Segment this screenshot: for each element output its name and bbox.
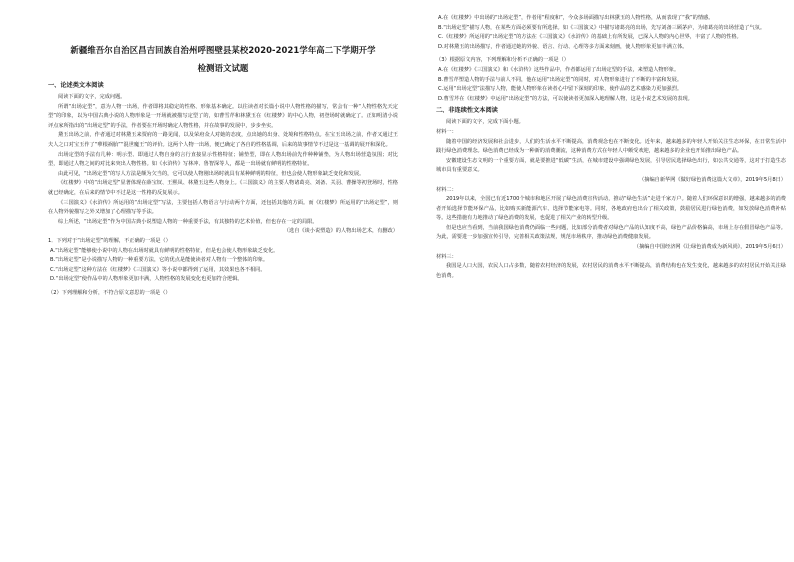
paragraph: 所谓“出场定型”，意为人物一出场，作者即将其稳定的性格、形象基本确定。以往读者对长篇小说中人物性格的描写，常会有一种“人物性格先天定型”的印象，以为中国古典小说的人物形象是一开场就被描写定型了的，如曹雪芹和林黛玉在《红楼梦》的中心人物，初登场时就确定了。正如明清小说评点家所指出的“出场定型”的手法，作者要在开场时确定人物性格，并在故事的发展中，步步坐实。 xyxy=(48,103,398,129)
instruction: 阅读下面的文字，完成下面小题。 xyxy=(446,119,524,126)
section-heading-1: 一、论述类文本阅读 xyxy=(48,82,104,89)
option-a[interactable]: A.“出场定型”能够使小说中的人物在出场时就具有鲜明的性格特征，但是也会使人物形象缺乏变化。 xyxy=(50,247,279,254)
instruction: 阅读下面的文字，完成问题。 xyxy=(58,94,126,100)
option-c[interactable]: C.运用“出场定型”法描写人物，能使人物形象在读者心中留下深刻的印象，使作品的艺术感染力更加强烈。 xyxy=(438,86,683,93)
material-1-label: 材料一： xyxy=(436,128,457,135)
material-2-label: 材料二： xyxy=(436,186,457,193)
option-b[interactable]: B.“出场定型”是小说描写人物的一种重要方法，它的优点是能使读者对人物有一个整体的印象。 xyxy=(50,257,269,264)
page-title xyxy=(48,44,398,75)
left-column xyxy=(48,14,398,298)
question-2: （2）下列理解和分析，不符合原文意思的一项是（） xyxy=(48,289,171,296)
source-note: （选自《谈小说塑造》的人物出场艺术，有删改） xyxy=(283,228,398,235)
paragraph: 黛玉出场之前，作者通过对林黛玉来贾府的一路见闻，以及荣府众人对她的态度，点出她的出身、处境和性格特点。在宝玉出场之前，作者又通过王夫人之口对宝玉作了“孽根祸胎”“混世魔王”的评价。这两个人物一出场，便已确定了各自的性格基调，后来的故事情节不过是这一基调的展开和深化。 xyxy=(48,132,398,148)
option-b[interactable]: B.“出场定型”描写人物，在某些方面必须要有所选择。如《三国演义》中描写诸葛亮的出场，先写刘备三顾茅庐，为诸葛亮的出场营造了气氛。 xyxy=(438,24,766,31)
paragraph: 我国是人口大国，农民人口占多数，随着农村经济的发展，农村居民的消费水平不断提高，消费结构也在发生变化，越来越多的农村居民开始关注绿色消费。 xyxy=(436,263,786,279)
section-heading-2: 二、非连续性文本阅读 xyxy=(436,107,498,115)
option-b[interactable]: B.曹雪芹塑造人物的手法与前人不同，他在运用“出场定型”的同时，对人物形象进行了不断的丰富和发展。 xyxy=(438,76,683,83)
option-c[interactable]: C.“出场定型”这种方法在《红楼梦》《三国演义》等小说中都得到了运用，其效果也各不相同。 xyxy=(50,266,266,273)
option-a[interactable]: A.在《红楼梦》《三国演义》和《水浒传》这些作品中，作者都运用了出场定型的手法，来塑造人物形象。 xyxy=(438,66,680,73)
title-line-1: 新疆维吾尔自治区昌吉回族自治州呼图壁县某校2020-2021学年高二下学期开学 xyxy=(70,45,376,55)
paragraph: 随着中国的经济发展和社会进步，人们的生活水平不断提高，消费观念也在不断变化。近年来，越来越多的年轻人开始关注生态环保，在日常生活中践行绿色消费理念。绿色消费已经成为一种新的消费潮流，这种消费方式在年轻人中颇受欢迎，越来越多的企业也开始推出绿色产品。 xyxy=(436,138,786,155)
paragraph: 安徽建设生态文明的一个重要方面，就是要推进“低碳”生活，在城市建设中强调绿色发展，引导居民选择绿色出行，如公共交通等，这对于打造生态城市具有重要意义。 xyxy=(436,157,786,174)
paragraph: 但是也应当看到，当前我国绿色消费仍面临一些问题，比如部分消费者对绿色产品的认知度不高，绿色产品价格偏高，市场上存在假冒绿色产品等。为此，需要进一步加强宣传引导，完善相关政策法规，规范市场秩序，推动绿色消费健康发展。 xyxy=(436,224,786,241)
question-3: （3）根据原文内容，下列理解和分析不正确的一项是（） xyxy=(436,57,569,64)
paragraph: 《三国演义》《水浒传》所运用的“出场定型”写法，主要包括人物语言与行动两个方面，还包括其他的方面。而《红楼梦》所运用的“出场定型”，则在人物外貌描写之外又增加了心理描写等手法。 xyxy=(48,199,398,216)
paragraph: 2019年以来，全国已有近1700个城市和地区开展了绿色消费宣传活动，推动“绿色生活”走进千家万户。随着人们环保意识的增强，越来越多的消费者开始选择节能环保产品，比如购买新能源汽车、选择节能家电等。同时，各地政府也出台了相关政策，鼓励居民进行绿色消费，如发放绿色消费补贴等。这些措施有力地推动了绿色消费的发展，也促进了相关产业的转型升级。 xyxy=(436,196,786,222)
question-1: 1．下列对于“出场定型”的理解，不正确的一项是（） xyxy=(48,237,171,244)
paragraph: 由此可见，“出场定型”的写人方法是颇为欠当的，它可以使人物刚出场时就具有某种鲜明的特征，但也会使人物形象缺乏变化和发展。 xyxy=(58,170,365,177)
option-c[interactable]: C.《红楼梦》所运用的“出场定型”的方法在《三国演义》《水浒传》的基础上有所发展，已深入人物的内心世界，丰富了人物的性格。 xyxy=(438,34,742,41)
option-d[interactable]: D.对林黛玉的出场描写，作者通过她的外貌、语言、行动、心理等多方面来刻画，使人物形象更加丰满立体。 xyxy=(438,43,688,50)
paragraph: 综上所述，“出场定型”作为中国古典小说塑造人物的一种重要手法，有其独特的艺术价值，但也存在一定的局限。 xyxy=(58,218,318,225)
paragraph: 出场定型的手法有几种：明示型、即通过人物自身的言行直接显示性格特征；铺垫型，即在人物出场前先作种种铺垫，为人物出场营造氛围；对比型，即通过人物之间的对比来突出人物性格。如《水浒传》写林冲、鲁智深等人，都是一出场就有鲜明的性格特征。 xyxy=(48,151,398,168)
source-note: （摘编自中国经济网《让绿色消费成为新风尚》，2019年5月6日） xyxy=(633,244,786,251)
material-3-label: 材料三： xyxy=(436,253,457,260)
title-line-2: 检测语文试题 xyxy=(197,63,249,73)
paragraph: 《红楼梦》中的“出场定型”显著体现在薛宝钗、王熙凤、林黛玉这些人物身上。《三国演义》的主要人物诸葛亮、刘备、关羽、曹操等初登场时，性格就已经确定，在后来的情节中不过是这一性格的反复展示。 xyxy=(48,180,398,196)
source-note: （摘编自新华网《做好绿色消费这篇大文章》，2019年5月8日） xyxy=(639,176,786,183)
option-a[interactable]: A.在《红楼梦》中出场的“出场定型”，作者用“程度和”，今众多场面描写出林黛玉的人物性格，从而表现了“我”的情感。 xyxy=(438,15,714,21)
right-column xyxy=(436,14,786,281)
option-d[interactable]: D.曹雪芹在《红楼梦》中运用“出场定型”的方法，可以使读者更加深入地理解人物，这是小说艺术发展的表现。 xyxy=(438,95,693,102)
option-d[interactable]: D.“出场定型”使作品中的人物形象更加丰满，人物性格的发展变化也更加符合逻辑。 xyxy=(50,276,243,283)
